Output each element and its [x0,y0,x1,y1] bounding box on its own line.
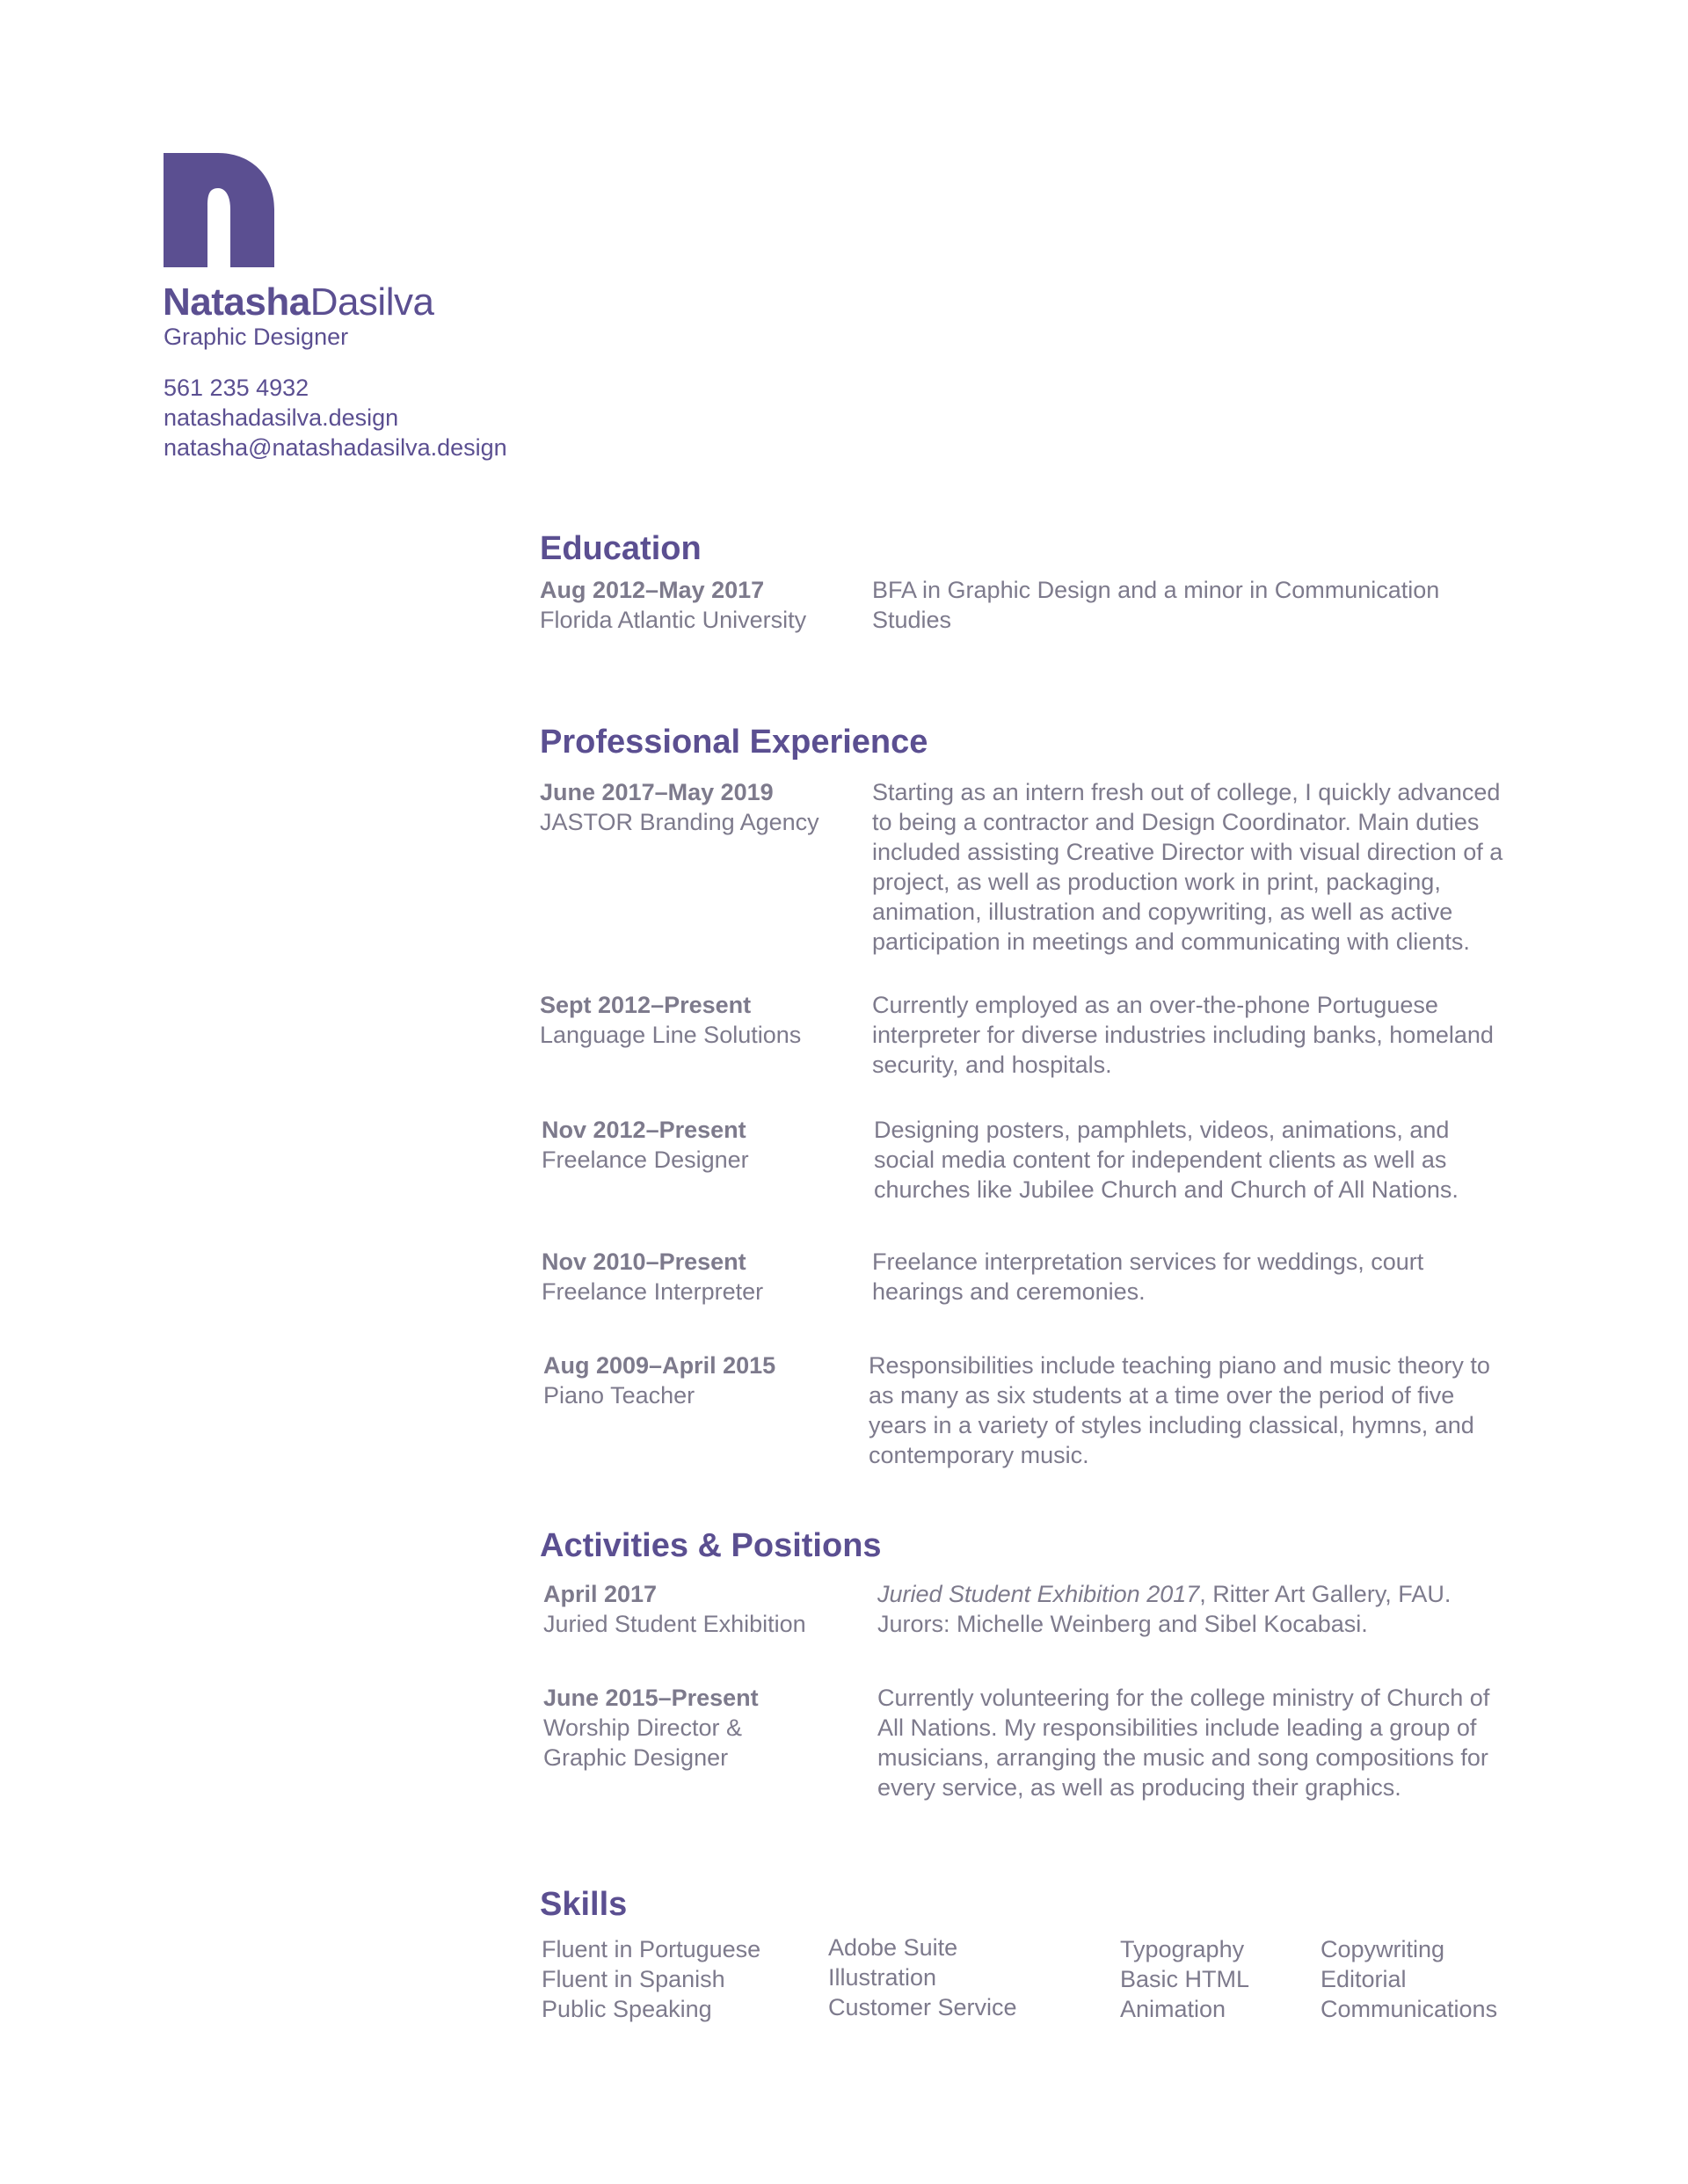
entry-org: Language Line Solutions [540,1022,802,1048]
entry-description: Currently employed as an over-the-phone Portuguese interpreter for diverse industries including banks, homeland security, and hospitals. [872,992,1494,1078]
skill-item: Customer Service [828,1994,1017,2020]
skill-item: Illustration [828,1964,937,1991]
job-title: Graphic Designer [164,324,349,350]
skill-item: Fluent in Portuguese [542,1936,761,1962]
skill-item: Public Speaking [542,1996,712,2022]
entry-org: Juried Student Exhibition [543,1611,806,1637]
entry-description: Currently volunteering for the college ministry of Church of All Nations. My responsibilities include leading a group of musicians, arranging the music and song compositions for every service, as well as producing their graphics. [877,1685,1490,1801]
entry-org-line2: Graphic Designer [543,1744,729,1771]
entry-date: Aug 2012–May 2017 [540,577,765,603]
entry-date: Aug 2009–April 2015 [543,1352,776,1379]
entry-date: Nov 2012–Present [542,1117,746,1143]
experience-entry [540,1350,1516,1474]
entry-date: Nov 2010–Present [542,1249,746,1275]
skill-item: Animation [1120,1996,1226,2022]
entry-date: April 2017 [543,1581,658,1607]
experience-entry [540,777,1516,962]
section-title-experience: Professional Experience [540,724,928,761]
first-name: Natasha [163,280,310,324]
skill-item: Editorial [1321,1966,1407,1992]
section-title-skills: Skills [540,1886,628,1923]
skill-item: Communications [1321,1996,1498,2022]
contact-info [164,373,507,462]
last-name: Dasilva [309,280,434,324]
section-title-education: Education [540,530,702,567]
entry-description: BFA in Graphic Design and a minor in Communication Studies [872,577,1440,633]
skill-item: Adobe Suite [828,1934,958,1961]
exhibition-title: Juried Student Exhibition 2017 [877,1581,1200,1607]
experience-entry [540,1115,1516,1212]
exhibition-details: , Ritter Art Gallery, FAU. Jurors: Michelle Weinberg and Sibel Kocabasi. [877,1581,1452,1637]
entry-date: Sept 2012–Present [540,992,752,1018]
logo-n-icon [164,153,274,267]
skill-item: Basic HTML [1120,1966,1250,1992]
phone-number: 561 235 4932 [164,375,309,401]
entry-description: Starting as an intern fresh out of college, I quickly advanced to being a contractor and Design Coordinator. Main duties included assisting Creative Director with visual direction of a project, as well as production work in print, packaging, animation, illustration and copywriting, as well as active participation in meetings and communicating with clients. [872,779,1503,955]
activity-entry [540,1683,1516,1806]
skill-item: Fluent in Spanish [542,1966,725,1992]
skills-column [1321,1934,1497,2024]
entry-org: Freelance Interpreter [542,1278,764,1305]
entry-description: Designing posters, pamphlets, videos, animations, and social media content for independent clients as well as churches like Jubilee Church and Church of All Nations. [874,1117,1459,1203]
skills-column [1120,1934,1249,2024]
website-link[interactable]: natashadasilva.design [164,404,399,431]
experience-entry [540,1247,1516,1308]
skills-column [542,1934,760,2024]
entry-org: Florida Atlantic University [540,607,807,633]
skill-item: Typography [1120,1936,1245,1962]
entry-org: Freelance Designer [542,1147,749,1173]
activity-entry [540,1579,1516,1641]
entry-org-line1: Worship Director & [543,1714,743,1741]
entry-org: Piano Teacher [543,1382,695,1409]
entry-description: Freelance interpretation services for weddings, court hearings and ceremonies. [872,1249,1424,1305]
skill-item: Copywriting [1321,1936,1445,1962]
email-link[interactable]: natasha@natashadasilva.design [164,434,507,461]
education-entry [540,575,1516,637]
skills-column [828,1933,1017,2022]
entry-date: June 2017–May 2019 [540,779,774,805]
experience-entry [540,990,1516,1087]
resume-name [163,276,433,329]
section-title-activities: Activities & Positions [540,1527,882,1564]
entry-date: June 2015–Present [543,1685,759,1711]
entry-description [877,1579,1519,1639]
entry-org: JASTOR Branding Agency [540,809,819,835]
entry-description: Responsibilities include teaching piano and music theory to as many as six students at a time over the period of five years in a variety of styles including classical, hymns, and contemporary music. [869,1352,1490,1468]
